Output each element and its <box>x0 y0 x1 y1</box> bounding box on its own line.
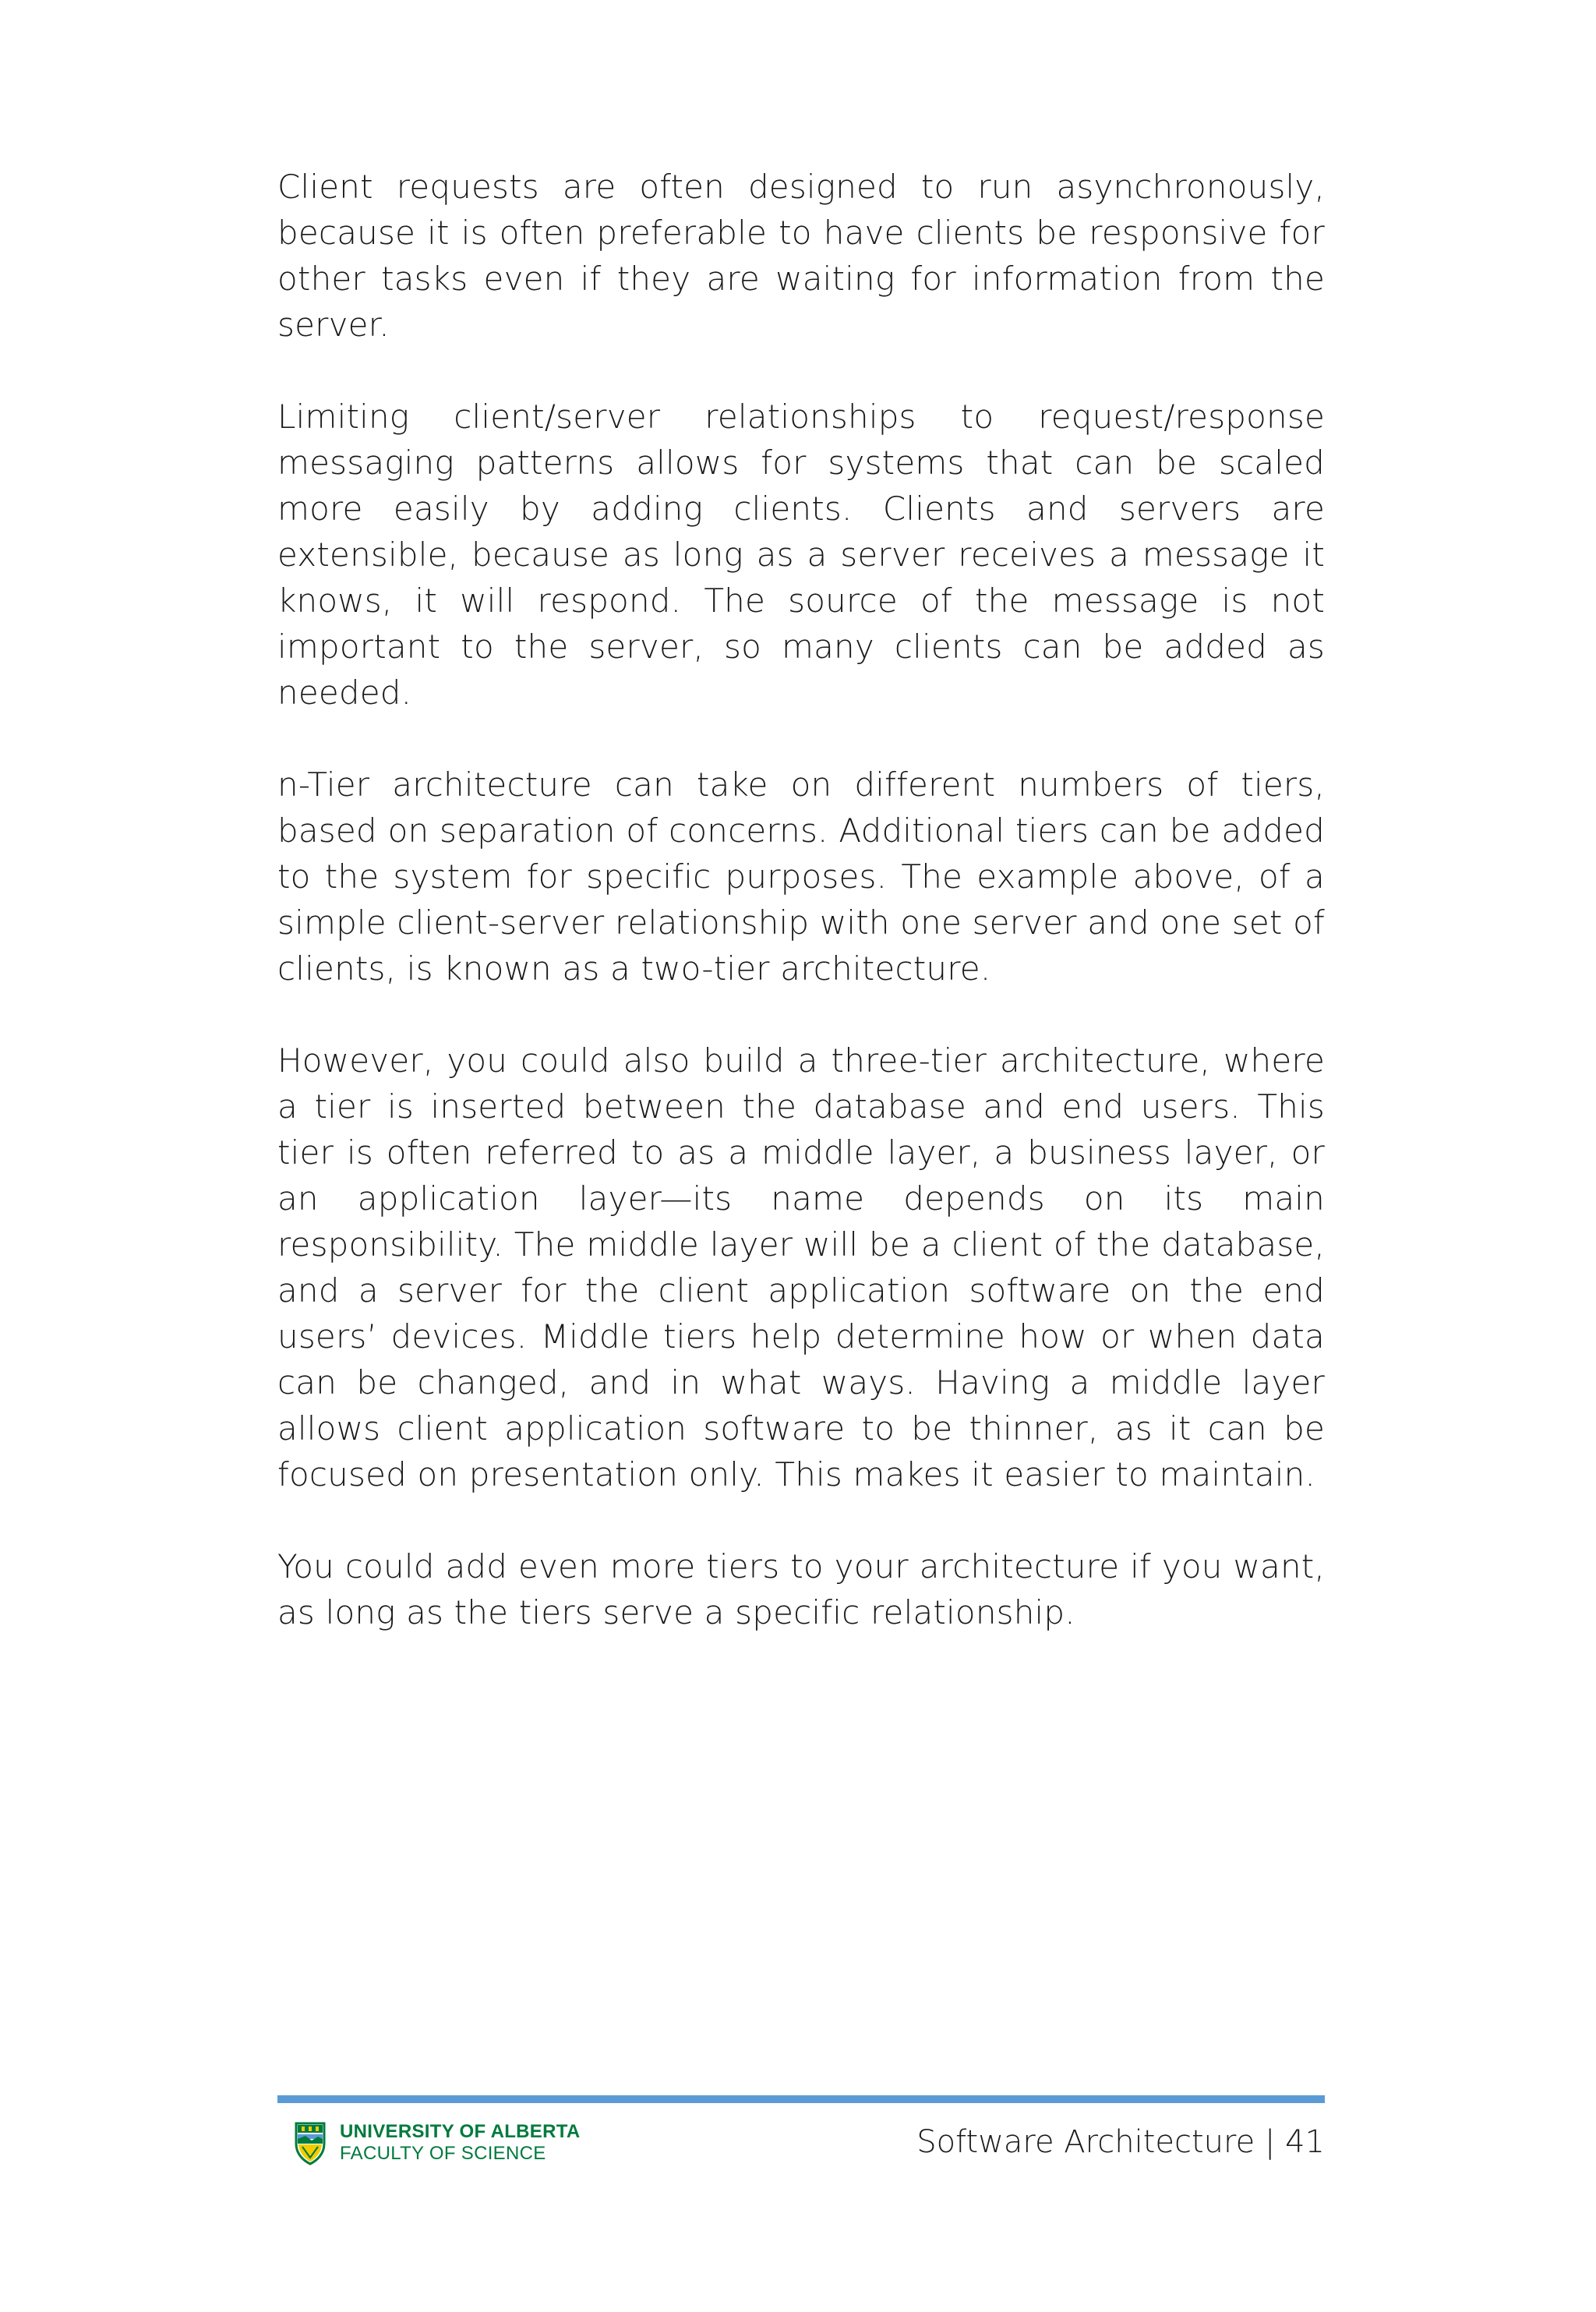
university-logo <box>295 2120 581 2165</box>
logo-university-name: UNIVERSITY OF ALBERTA <box>340 2121 581 2142</box>
paragraph: However, you could also build a three-tier architecture, where a tier is inserted between the database and end users. This tier is often referred to as a middle layer, a business layer, or an application layer—its name depends on its main responsibility. The middle layer will be a client of the database, and a server for the client application software on the end users’ devices. Middle tiers help determine how or when data can be changed, and in what ways. Having a middle layer allows client application software to be thinner, as it can be focused on presentation only. This makes it easier to maintain. <box>277 1041 1325 1494</box>
footer-divider <box>277 2095 1325 2103</box>
paragraph: n-Tier architecture can take on different numbers of tiers, based on separation of concerns. Additional tiers can be added to the system for specific purposes. The example above, of a simple client-server relationship with one server and one set of clients, is known as a two-tier architecture. <box>277 765 1325 988</box>
university-shield-icon <box>295 2120 326 2165</box>
page-body <box>277 164 1325 1681</box>
page-footer-label: Software Architecture | 41 <box>916 2124 1325 2160</box>
logo-faculty-name: FACULTY OF SCIENCE <box>340 2143 546 2164</box>
paragraph: Client requests are often designed to run asynchronously, because it is often preferable to have clients be responsive for other tasks even if they are waiting for information from the server. <box>277 168 1325 344</box>
paragraph: Limiting client/server relationships to request/response messaging patterns allows for systems that can be scaled more easily by adding clients. Clients and servers are extensible, because as long as a server receives a message it knows, it will respond. The source of the message is not important to the server, so many clients can be added as needed. <box>277 398 1325 712</box>
paragraph: You could add even more tiers to your architecture if you want, as long as the tiers serve a specific relationship. <box>277 1547 1325 1631</box>
